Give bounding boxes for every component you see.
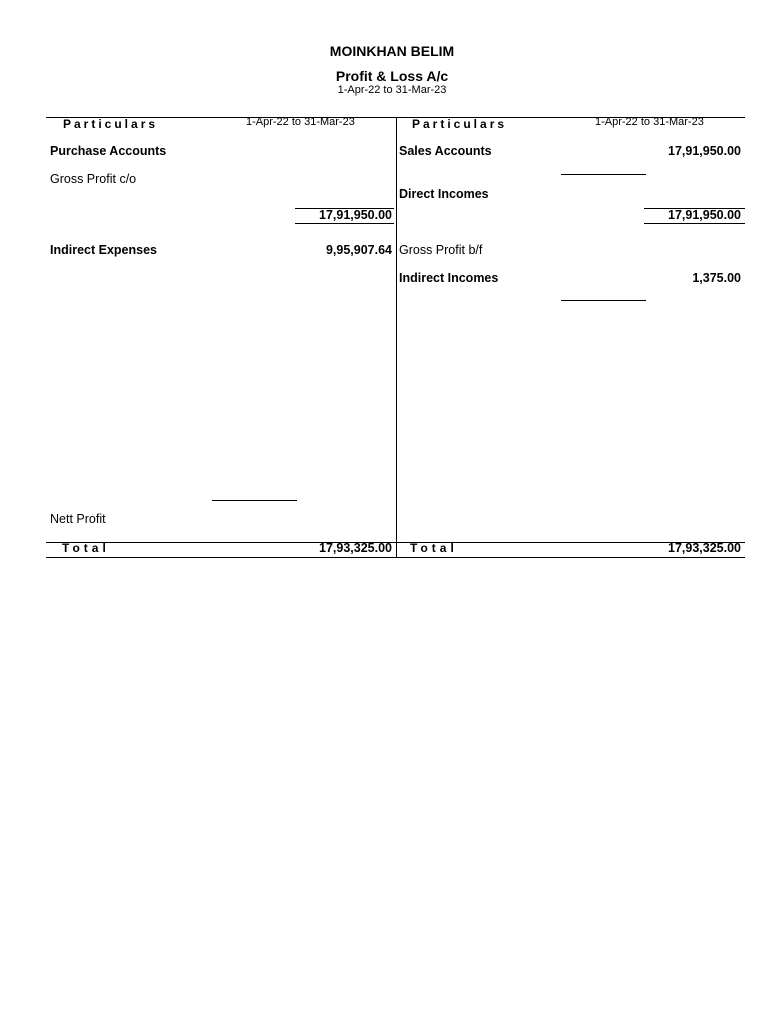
- sales-accounts-label: Sales Accounts: [399, 144, 492, 158]
- nett-profit-rule: [212, 500, 297, 501]
- right-period-header: 1-Apr-22 to 31-Mar-23: [595, 116, 704, 128]
- right-subtotal-amount: 17,91,950.00: [668, 208, 741, 222]
- indirect-expenses-label: Indirect Expenses: [50, 243, 157, 257]
- company-name: MOINKHAN BELIM: [329, 43, 455, 59]
- right-subtotal-bottom-rule: [644, 223, 745, 224]
- left-subtotal-amount: 17,91,950.00: [319, 208, 392, 222]
- right-total-label: Total: [410, 541, 458, 555]
- gross-profit-bf-label: Gross Profit b/f: [399, 243, 483, 257]
- report-period: 1-Apr-22 to 31-Mar-23: [337, 84, 447, 96]
- left-subtotal-bottom-rule: [295, 223, 394, 224]
- column-divider: [396, 117, 397, 558]
- gross-profit-co-label: Gross Profit c/o: [50, 172, 137, 186]
- left-particulars-header: Particulars: [63, 117, 159, 131]
- left-total-amount: 17,93,325.00: [319, 541, 392, 555]
- indirect-incomes-amount: 1,375.00: [692, 271, 741, 285]
- purchase-accounts-label: Purchase Accounts: [50, 144, 167, 158]
- nett-profit-label: Nett Profit: [50, 512, 106, 526]
- direct-incomes-label: Direct Incomes: [399, 187, 489, 201]
- left-total-label: Total: [62, 541, 110, 555]
- sales-subrule: [561, 174, 646, 175]
- right-total-amount: 17,93,325.00: [668, 541, 741, 555]
- report-title: Profit & Loss A/c: [335, 68, 449, 84]
- indirect-expenses-amount: 9,95,907.64: [325, 243, 392, 257]
- indirect-incomes-rule: [561, 300, 646, 301]
- indirect-incomes-label: Indirect Incomes: [399, 271, 499, 285]
- right-particulars-header: Particulars: [412, 117, 508, 131]
- left-period-header: 1-Apr-22 to 31-Mar-23: [246, 116, 355, 128]
- total-bottom-rule: [46, 557, 745, 558]
- sales-accounts-amount: 17,91,950.00: [668, 144, 741, 158]
